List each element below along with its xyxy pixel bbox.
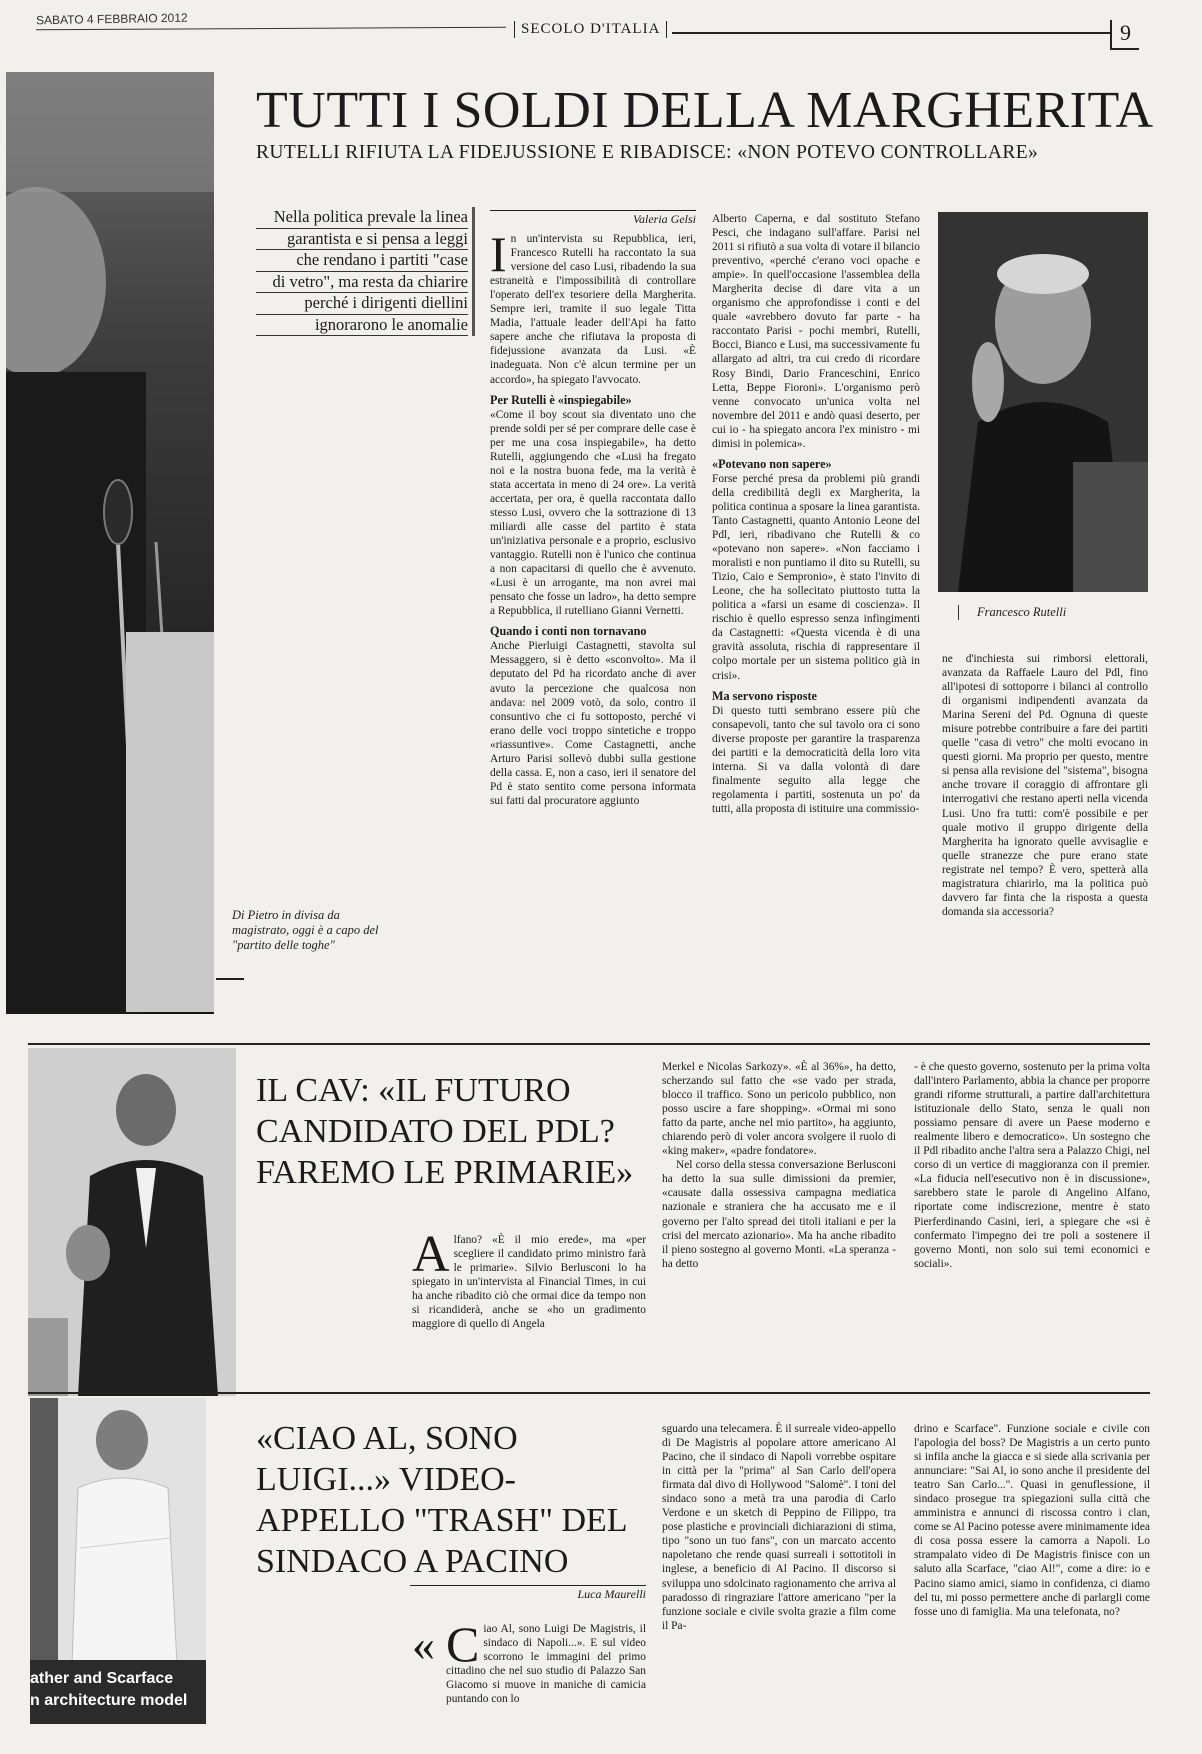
- story3-paragraph: drino e Scarface". Funzione sociale e civile con l'apologia del boss? De Magistris a un certo punto si infila anche la giacca e si siede alla scrivania per annunciare: "Sai Al, io sono anche il presidente del teatro San Carlo...". Quasi in genuflessione, il sindaco prosegue tra spiegazioni sulla città che amministra e annunci di riscossa contro i clan, come se Al Pacino potesse avere minimamente idea di cosa possa essere la camorra a Napoli. Lo strampalato video di De Magistris finisce con un saluto alla Scarface, "ciao Al!", come a dire: io e Pacino siamo amici, siamo in confidenza, ci diamo del tu, mi posso permettere anche di parlargli come fosse uno di famiglia. Ma una telefonata, no?: [914, 1423, 1150, 1618]
- story3-column-1: [446, 1622, 646, 1730]
- story1-column-3: [942, 652, 1148, 1010]
- story3-quote-mark: «: [412, 1619, 435, 1670]
- pull-quote-line: che rendano i partiti "case: [256, 250, 468, 272]
- story1-paragraph: In un'intervista su Repubblica, ieri, Francesco Rutelli ha raccontato la sua versione del caso Lusi, ribadendo la sua estraneità e l'impossibilità di controllare l'operato dell'ex tesoriere della Margherita. Sempre ieri, tramite il suo legale Titta Madia, l'attuale leader dell'Api ha fatto sapere anche che rifiutava la proposta di fidejussione avanzata da Lusi. «È inadeguata. Non c'è alcun termine per un accordo», ha spiegato l'avvocato.: [490, 226, 696, 386]
- story1-dropcap: I: [490, 226, 507, 283]
- story2-paragraph: lfano? «È il mio erede», ma «per scegliere il candidato primo ministro farà le primarie». Silvio Berlusconi lo ha spiegato in un'intervista al Financial Times, in cui ha anche ribadito ciò che ormai dice da tempo non si ricandiderà, anche se «ho un gradimento maggiore di quello di Angela: [412, 1234, 646, 1331]
- section-rule: [28, 1043, 1150, 1045]
- story2-column-2: [662, 1060, 896, 1362]
- pull-quote-line: Nella politica prevale la linea: [256, 207, 468, 229]
- story1-paragraph: «Come il boy scout sia diventato uno che prende soldi per sé per comprare delle case è per me una cosa inspiegabile», ha detto Rutelli, aggiungendo che «Lusi ha fregato noi e la nostra buona fede, ma la verità è stata accertata in meno di 24 ore». La verità accertata, per ora, è quella raccontata dallo stesso Lusi, ovvero che la sottrazione di 13 miliardi alle casse del partito è stata un'iniziativa personale e a proprio, esclusivo vantaggio. Rutelli non è l'unico che continua a non capacitarsi di quello che è avvenuto. «Lusi è un arrogante, ma non avrei mai pensato che fosse un ladro», ha detto sempre a Repubblica, il rutelliano Gianni Vernetti.: [490, 408, 696, 618]
- rutelli-illustration: [938, 212, 1148, 592]
- story1-subheading: Quando i conti non tornavano: [490, 624, 647, 639]
- masthead: [0, 0, 1202, 46]
- story1-paragraph: ne d'inchiesta sui rimborsi elettorali, avanzata da Raffaele Lauro del Pdl, fino all'ipotesi di sottoporre i bilanci al controllo di organismi indipendenti avanzata da Marina Sereni del Pd. Ognuna di queste misure potrebbe contribuire a fare dei partiti quelle "casa di vetro" che molti evocano in questi giorni. Ma proprio per questo, mentre si pensa alla revisione del "sistema", bisogna anche trovare il coraggio di affrontare gli interrogativi che restano aperti nella vicenda Lusi. Uno fra tutti: com'è possibile e per quale motivo il gruppo dirigente della Margherita ha ignorato quelle avvisaglie e quelle stranezze che pure erano state registrate nel tempo? È vero, spetterà alla magistratura chiarirlo, ma la politica può davvero far finta che la risposta a questa domanda sia accessoria?: [942, 653, 1148, 918]
- story2-paragraph: Merkel e Nicolas Sarkozy». «È al 36%», ha detto, scherzando sul fatto che «se vado per strada, blocco il traffico. Sono un pericolo pubblico, non posso uscire a fare shopping». «Ormai mi sono fatto da parte, anche nel mio partito», ha aggiunto, chiarendo però di voler ancora svolgere il ruolo di «king maker», «padre fondatore».: [662, 1061, 896, 1158]
- story1-paragraph: Di questo tutti sembrano essere più che consapevoli, tanto che sul tavolo ora ci sono diverse proposte per garantire la trasparenza dei partiti e la democraticità della loro vita interna. Si va dalla volontà di dare finalmente seguito alla legge che regolamenta i partiti, sostenuta un po' da tutti, alla proposta di istituire una commissio-: [712, 704, 920, 815]
- story1-paragraph: Forse perché presa da problemi più grandi della credibilità degli ex Margherita, la politica continua a sposare la linea garantista. Tanto Castagnetti, quanto Antonio Leone del Pdl, ieri, ribadivano che Rutelli & co «potevano non sapere». «Non facciamo i moralisti e non puntiamo il dito su Rutelli, su Tizio, Caio e Sempronio», è stato l'invito di Leone, che ha sollecitato piuttosto tutta la politica a «farsi un esame di coscienza». Il rischio è quello espresso senza infingimenti da Castagnetti: «Questa vicenda è di una gravità assoluta, rischia di rappresentare il colpo mortale per un sistema politico già in crisi».: [712, 472, 920, 682]
- story1-column-2: [712, 212, 920, 1010]
- story1-headline: TUTTI I SOLDI DELLA MARGHERITA: [256, 82, 1154, 139]
- section-rule: [28, 1392, 1150, 1394]
- story2-paragraph: Nel corso della stessa conversazione Berlusconi ha detto la sua sulle dimissioni da premier, «causate dalla ossessiva campagna mediatica nazionale e straniera che ha accusato me e il governo per l'alto spread dei titoli italiani e per la crisi del mercato azionario». Ma ha anche ribadito il pieno sostegno al governo Monti. «La speranza - ha detto: [662, 1159, 896, 1270]
- story2-paragraph: - è che questo governo, sostenuto per la prima volta dall'intero Parlamento, abbia la chance per proporre grandi riforme strutturali, a partire dall'architettura istituzionale dello Stato, senza le quali non possiamo pensare di avere un Paese moderno e realmente libero e democratico». Un sostegno che il Pdl ribadito anche l'altra sera a Palazzo Chigi, nel corso di un vertice di maggioranza con il premier. «La fiducia nell'esecutivo non è in discussione», sarebbero state le parole di Angelino Alfano, riportate come indiscrezione, mentre è stato Pierferdinando Casini, ieri, a spiegare che «si è confermato l'impegno dei tre poli a sostenere il governo Monti, non solo sui temi economici e sociali».: [914, 1061, 1150, 1270]
- pull-quote-line: di vetro", ma resta da chiarire: [256, 272, 468, 294]
- story2-column-1: [412, 1233, 646, 1363]
- story3-byline: Luca Maurelli: [410, 1585, 646, 1602]
- pull-quote-line: garantista e si pensa a leggi: [256, 229, 468, 251]
- story1-paragraph: Anche Pierluigi Castagnetti, stavolta sul Messaggero, si è detto «sconvolto». Ma il deputato del Pd ha ricordato anche di aver avuto la percezione che qualcosa non andava: nel 2009 votò, da solo, contro il consuntivo che ci fu sottoposto, perché vi erano delle voci troppo sintetiche e troppo «riassuntive». Come Castagnetti, anche Arturo Parisi sollevò dubbi sulla gestione della cassa. E, non a caso, ieri il senatore del Pd è stato sentito come persona informata sui fatti dal procuratore aggiunto: [490, 640, 696, 807]
- story3-paragraph: sguardo una telecamera. È il surreale video-appello di De Magistris al popolare attore americano Al Pacino, che il sindaco di Napoli vorrebbe ospitare in città per la "prima" al San Carlo dell'opera firmata dal divo di Hollywood "Salomè". I toni del sindaco sono a metà tra una parodia di Carlo Verdone e un sketch di Peppino de Filippo, tra pose plastiche e provinciali dichiarazioni di stima, tipo "sono un tuo fans", con un marcato accento napoletano che rende quasi surreali i sottotitoli in inglese, a beneficio di Al Pacino. Il discorso si sviluppa uno sdolcinato ragionamento che arriva al paradosso di ringraziare l'attore americano "per la funzione sociale e civile svolta grazie a film come il Pa-: [662, 1423, 896, 1632]
- story2-dropcap: A: [412, 1233, 450, 1283]
- di-pietro-photo: [6, 72, 214, 1014]
- video-caption-line-1: ather and Scarface: [30, 1670, 174, 1687]
- story2-column-3: [914, 1060, 1150, 1362]
- story3-column-3: [914, 1422, 1150, 1732]
- pull-quote-line: perché i dirigenti diellini: [256, 293, 468, 315]
- story1-subheading: Ma servono risposte: [712, 688, 817, 703]
- masthead-rule-left: [36, 27, 506, 30]
- story3-byline-wrap: [410, 1585, 646, 1602]
- story3-headline: «CIAO AL, SONO LUIGI...» VIDEO-APPELLO "TRASH" DEL SINDACO A PACINO: [256, 1420, 627, 1580]
- masthead-date: SABATO 4 FEBBRAIO 2012: [35, 10, 188, 28]
- di-pietro-illustration: [6, 72, 214, 1014]
- berlusconi-photo: [28, 1048, 236, 1396]
- pull-quote-line: ignorarono le anomalie: [256, 315, 468, 337]
- story1-paragraph: Alberto Caperna, e dal sostituto Stefano Pesci, che indagano sull'affare. Parisi nel 2011 si rifiutò a sua volta di votare il bilancio preventivo, «perché c'erano voci opache e ampie». In quell'occasione l'assemblea della Margherita decise di dare vita a un organismo che approfondisse i conti e del quale «avrebbero dovuto far parte - ha raccontato Parisi - pochi membri, Rutelli, Bocci, Bianco e Lusi, ma successivamente fu allargato ad altri, tra cui credo di ricordare Rosy Bindi, Dario Franceschini, Enrico Letta, Beppe Fioroni». L'organismo però venne convocato un'unica volta nel novembre del 2011 e andò quasi deserto, per cui io - ha spiegato ancora l'ex ministro - mi dimisi in polemica».: [712, 213, 920, 450]
- story3-paragraph: iao Al, sono Luigi De Magistris, il sindaco di Napoli...». E sul video scorrono le immagini del primo cittadino che nel suo studio di Palazzo San Giacomo si muove in maniche di camicia puntando con lo: [446, 1623, 646, 1706]
- masthead-paper-name: SECOLO D'ITALIA: [514, 21, 667, 38]
- caption-rule: [216, 978, 244, 980]
- rutelli-caption: Francesco Rutelli: [958, 605, 1066, 620]
- di-pietro-caption: Di Pietro in divisa da magistrato, oggi è a capo del "partito delle toghe": [232, 908, 379, 952]
- story1-subheading: Per Rutelli è «inspiegabile»: [490, 392, 632, 407]
- story1-byline: Valeria Gelsi: [490, 210, 696, 226]
- de-magistris-photo: [30, 1398, 206, 1724]
- rutelli-photo: [938, 212, 1148, 592]
- story1-column-1: [490, 210, 696, 1010]
- story3-dropcap: C: [446, 1622, 480, 1672]
- story1-pull-quote: [256, 207, 475, 336]
- video-caption-line-2: n architecture model: [30, 1692, 188, 1709]
- masthead-rule-right: [672, 32, 1110, 34]
- story1-subheading: «Potevano non sapere»: [712, 456, 832, 471]
- story3-column-2: [662, 1422, 896, 1732]
- story1-subhead: RUTELLI RIFIUTA LA FIDEJUSSIONE E RIBADISCE: «NON POTEVO CONTROLLARE»: [256, 142, 1039, 163]
- berlusconi-illustration: [28, 1048, 236, 1396]
- story2-headline: IL CAV: «IL FUTURO CANDIDATO DEL PDL? FAREMO LE PRIMARIE»: [256, 1072, 634, 1191]
- page-number: 9: [1110, 20, 1139, 50]
